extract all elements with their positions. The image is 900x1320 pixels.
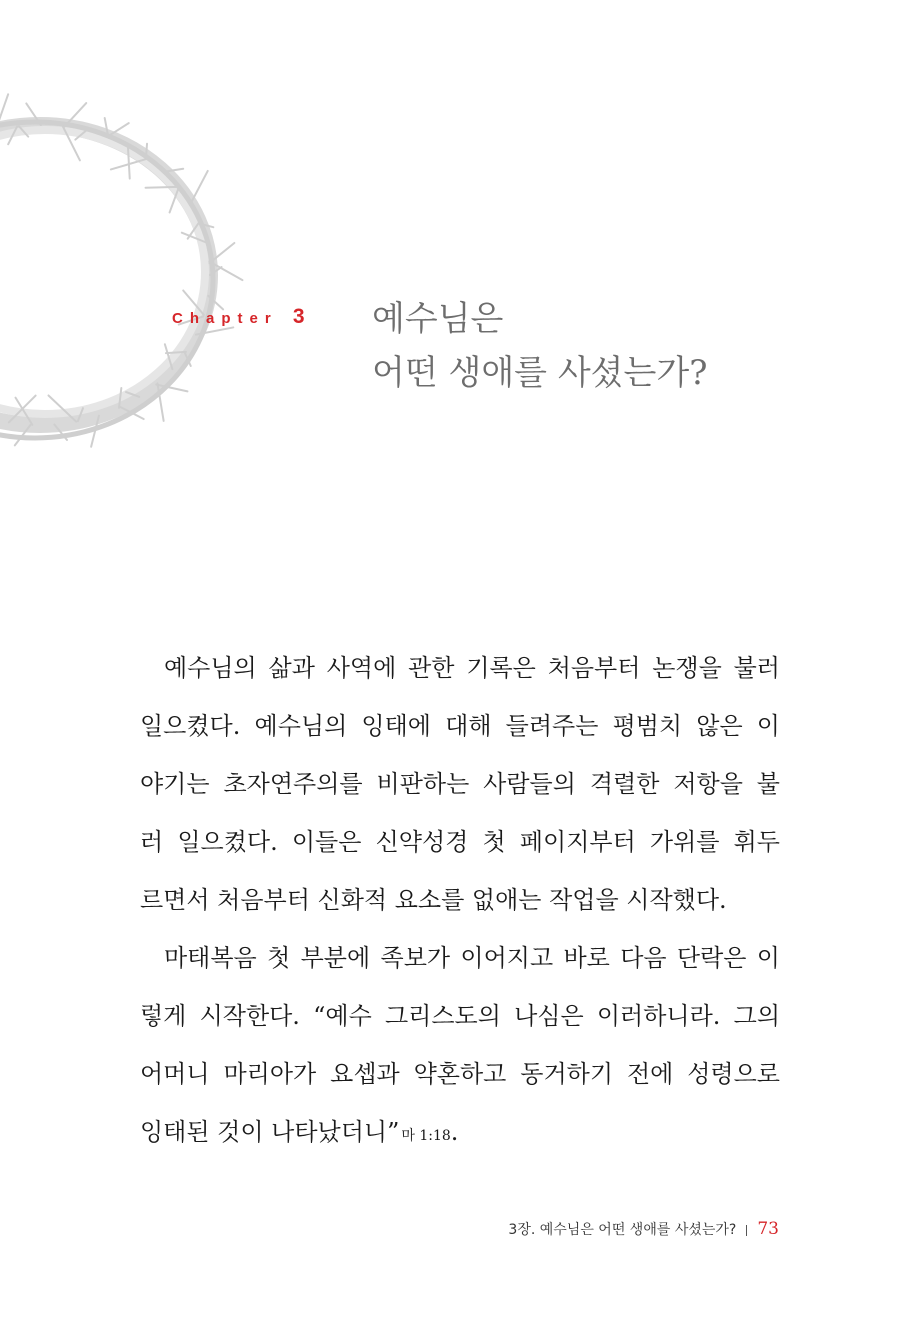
body-last-line <box>140 1103 780 1165</box>
body-line: 일으켰다. 예수님의 잉태에 대해 들려주는 평범치 않은 이 <box>140 712 780 740</box>
body-line: 마태복음 첫 부분에 족보가 이어지고 바로 다음 단락은 이 <box>164 944 780 972</box>
body-line: 르면서 처음부터 신화적 요소를 없애는 작업을 시작했다. <box>140 886 727 914</box>
chapter-word: Chapter <box>172 310 278 327</box>
page-footer <box>508 1219 779 1239</box>
body-line: 잉태된 것이 나타났더니” <box>140 1118 400 1146</box>
chapter-label <box>172 305 305 329</box>
chapter-number: 3 <box>292 305 305 328</box>
chapter-title <box>372 292 707 400</box>
reference-period: . <box>450 1118 459 1146</box>
body-text <box>140 639 780 1165</box>
running-title: 3장. 예수님은 어떤 생애를 사셨는가? <box>508 1222 737 1238</box>
body-line: 예수님의 삶과 사역에 관한 기록은 처음부터 논쟁을 불러 <box>164 654 780 682</box>
footer-divider <box>746 1225 747 1236</box>
body-line: 렇게 시작한다. “예수 그리스도의 나심은 이러하니라. 그의 <box>140 1002 780 1030</box>
body-line: 야기는 초자연주의를 비판하는 사람들의 격렬한 저항을 불 <box>140 770 780 798</box>
crown-of-thorns-icon <box>0 60 260 500</box>
body-line: 어머니 마리아가 요셉과 약혼하고 동거하기 전에 성령으로 <box>140 1060 780 1088</box>
chapter-title-line-2: 어떤 생애를 사셨는가? <box>372 353 708 393</box>
body-line: 러 일으켰다. 이들은 신약성경 첫 페이지부터 가위를 휘두 <box>140 828 780 856</box>
chapter-title-line-1: 예수님은 <box>372 299 504 339</box>
page-number: 73 <box>757 1219 779 1239</box>
scripture-reference: 마 1:18 <box>401 1128 451 1144</box>
